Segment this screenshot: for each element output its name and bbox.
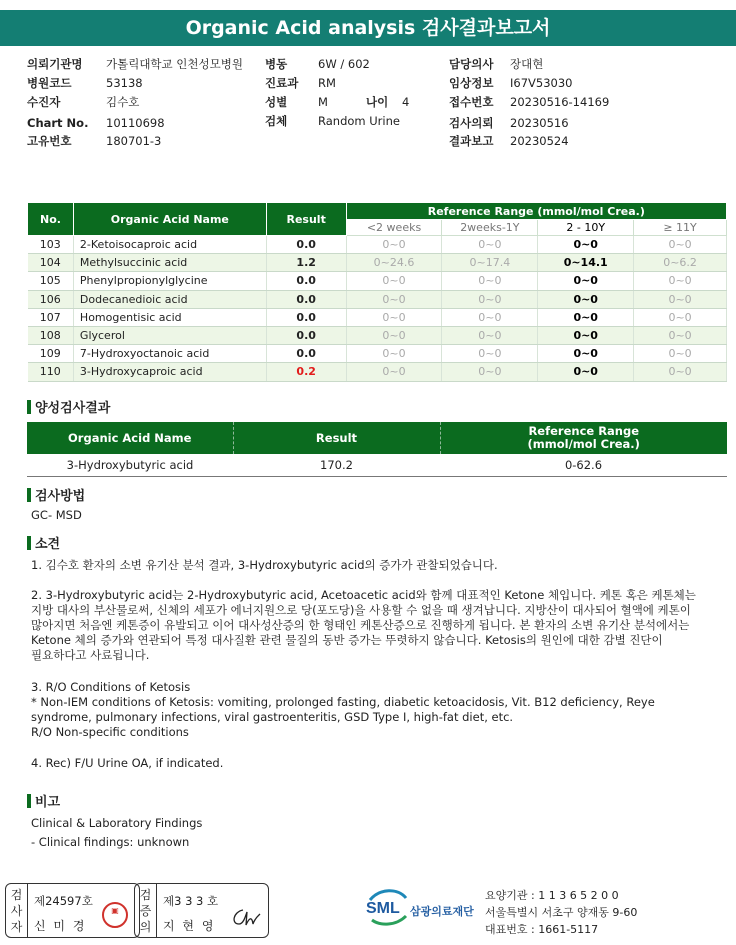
info-label: 접수번호	[449, 95, 494, 109]
cell-name: Dodecanedioic acid	[73, 290, 266, 308]
examiner-license-no: 제24597호	[34, 894, 93, 908]
cell-ref: 0~0	[346, 326, 442, 344]
cell-result: 0.0	[266, 290, 346, 308]
info-label: 검사의뢰	[449, 116, 494, 130]
cell-result: 0.0	[266, 326, 346, 344]
header-name: Organic Acid Name	[73, 203, 266, 236]
table-row	[28, 254, 727, 272]
info-label: 담당의사	[449, 57, 494, 71]
header-ref-col: 2 - 10Y	[538, 220, 634, 236]
cell-ref: 0~0	[346, 308, 442, 326]
info-value: 20230516-14169	[510, 95, 610, 109]
pos-header-ref-line1: Reference Range	[528, 424, 640, 438]
findings-line: * Non-IEM conditions of Ketosis: vomiting, prolonged fasting, diabetic ketoacidosis, Vit. B12 deficiency, Reye	[31, 695, 655, 709]
pos-cell-name: 3-Hydroxybutyric acid	[27, 454, 233, 476]
cell-no: 108	[28, 326, 74, 344]
cell-ref: 0~0	[346, 363, 442, 381]
cell-ref: 0~24.6	[346, 254, 442, 272]
info-value: 장대현	[510, 57, 544, 71]
verifier-label	[135, 884, 157, 937]
remarks-line: Clinical & Laboratory Findings	[31, 816, 203, 830]
info-value: 6W / 602	[318, 57, 370, 71]
info-value: 20230516	[510, 116, 569, 130]
vert-char: 증	[139, 904, 152, 918]
cell-result: 0.0	[266, 345, 346, 363]
cell-ref: 0~0	[634, 236, 727, 254]
cell-result: 0.0	[266, 272, 346, 290]
info-value: 4	[402, 95, 410, 109]
cell-no: 107	[28, 308, 74, 326]
findings-line: 4. Rec) F/U Urine OA, if indicated.	[31, 756, 224, 770]
seal-stamp-icon: ▣	[102, 902, 128, 928]
info-label: 성별	[265, 95, 288, 109]
info-value: 20230524	[510, 134, 569, 148]
cell-name: 3-Hydroxycaproic acid	[73, 363, 266, 381]
examiner-label	[6, 884, 28, 937]
info-label: 나이	[366, 95, 389, 109]
info-label: 병원코드	[27, 76, 72, 90]
findings-line: syndrome, pulmonary infections, viral gastroenteritis, GSD Type I, high-fat diet, etc.	[31, 710, 514, 724]
pos-header-ref-line2: (mmol/mol Crea.)	[527, 437, 640, 451]
cell-ref: 0~0	[634, 308, 727, 326]
cell-ref: 0~0	[442, 326, 538, 344]
cell-ref: 0~0	[346, 345, 442, 363]
info-value: Random Urine	[318, 114, 400, 128]
info-label: 임상정보	[449, 76, 494, 90]
header-ref-col: <2 weeks	[346, 220, 442, 236]
info-value: M	[318, 95, 328, 109]
table-row	[28, 326, 727, 344]
cell-name: 7-Hydroxyoctanoic acid	[73, 345, 266, 363]
cell-name: Methylsuccinic acid	[73, 254, 266, 272]
cell-ref: 0~0	[538, 290, 634, 308]
cell-ref: 0~0	[538, 236, 634, 254]
report-title: Organic Acid analysis 검사결과보고서	[0, 10, 736, 46]
vert-char: 검	[139, 888, 152, 902]
table-row	[27, 454, 727, 476]
info-label: 진료과	[265, 76, 299, 90]
info-label: 의뢰기관명	[27, 57, 83, 71]
cell-no: 109	[28, 345, 74, 363]
examiner-signature-box	[5, 883, 140, 938]
signature-icon	[229, 906, 261, 928]
info-value: RM	[318, 76, 336, 90]
section-remarks-title: 비고	[27, 791, 60, 810]
cell-ref: 0~0	[442, 308, 538, 326]
info-value: 180701-3	[106, 134, 162, 148]
cell-ref: 0~0	[442, 363, 538, 381]
lab-line: 요양기관 : 1 1 3 6 5 2 0 0	[485, 889, 619, 902]
cell-ref: 0~0	[346, 290, 442, 308]
lab-line: 서울특별시 서초구 양재동 9-60	[485, 906, 638, 919]
cell-no: 110	[28, 363, 74, 381]
cell-result: 0.0	[266, 308, 346, 326]
table-row	[28, 236, 727, 254]
cell-no: 103	[28, 236, 74, 254]
header-ref-col: 2weeks-1Y	[442, 220, 538, 236]
pos-cell-ref: 0-62.6	[440, 454, 727, 476]
findings-line: 1. 김수호 환자의 소변 유기산 분석 결과, 3-Hydroxybutyric acid의 증가가 관찰되었습니다.	[31, 558, 498, 572]
cell-ref: 0~0	[634, 326, 727, 344]
lab-info	[485, 887, 637, 938]
section-method-title: 검사방법	[27, 485, 85, 504]
cell-ref: 0~0	[442, 272, 538, 290]
findings-line: 2. 3-Hydroxybutyric acid는 2-Hydroxybutyric acid, Acetoacetic acid와 함께 대표적인 Ketone 체입니다. 케톤 혹은 케톤체는	[31, 588, 696, 602]
findings-line: 필요하다고 사료됩니다.	[31, 648, 150, 662]
method-text: GC- MSD	[31, 508, 82, 522]
pos-cell-result: 170.2	[233, 454, 440, 476]
table-row	[28, 345, 727, 363]
report-footer	[0, 877, 736, 945]
cell-name: Homogentisic acid	[73, 308, 266, 326]
info-label: 고유번호	[27, 134, 72, 148]
info-value: 53138	[106, 76, 143, 90]
info-value: 가톨릭대학교 인천성모병원	[106, 57, 243, 71]
positive-results-table	[27, 422, 727, 477]
findings-line: R/O Non-specific conditions	[31, 725, 189, 739]
vert-char: 자	[10, 920, 23, 934]
findings-line: 지방 대사의 부산물로써, 신체의 세포가 에너지원으로 당(포도당)을 사용할 수 없을 때 생겨납니다. 지방산이 대사되어 혈액에 케톤이	[31, 603, 691, 617]
section-positive-title: 양성검사결과	[27, 397, 110, 416]
table-row	[28, 290, 727, 308]
header-no: No.	[28, 203, 74, 236]
findings-line: Ketone 체의 증가와 연관되어 특정 대사질환 관련 물질의 동반 증가는 뚜렷하지 않습니다. Ketosis의 원인에 대한 감별 진단이	[31, 633, 663, 647]
cell-no: 105	[28, 272, 74, 290]
cell-ref: 0~0	[442, 236, 538, 254]
vert-char: 검	[10, 888, 23, 902]
cell-ref: 0~0	[442, 290, 538, 308]
cell-ref: 0~0	[538, 345, 634, 363]
pos-header-result: Result	[233, 422, 440, 454]
remarks-line: - Clinical findings: unknown	[31, 835, 190, 849]
cell-ref: 0~0	[538, 363, 634, 381]
cell-name: 2-Ketoisocaproic acid	[73, 236, 266, 254]
vert-char: 사	[10, 904, 23, 918]
pos-header-name: Organic Acid Name	[27, 422, 233, 454]
info-label: Chart No.	[27, 116, 89, 130]
results-table	[27, 202, 727, 382]
pos-header-ref	[440, 422, 727, 454]
header-ref-col: ≥ 11Y	[634, 220, 727, 236]
cell-ref: 0~0	[346, 236, 442, 254]
cell-ref: 0~0	[634, 345, 727, 363]
verifier-license-no: 제3 3 3 호	[163, 894, 219, 908]
info-label: 수진자	[27, 95, 61, 109]
table-row	[28, 363, 727, 381]
logo-text: SML	[366, 900, 400, 917]
cell-ref: 0~0	[346, 272, 442, 290]
lab-line: 대표번호 : 1661-5117	[485, 923, 599, 936]
cell-no: 104	[28, 254, 74, 272]
cell-name: Phenylpropionylglycine	[73, 272, 266, 290]
info-label: 검체	[265, 114, 288, 128]
cell-result: 0.0	[266, 236, 346, 254]
vert-char: 의	[139, 920, 152, 934]
cell-ref: 0~0	[538, 308, 634, 326]
table-row	[28, 308, 727, 326]
cell-name: Glycerol	[73, 326, 266, 344]
cell-ref: 0~0	[634, 272, 727, 290]
cell-result-abnormal: 0.2	[266, 363, 346, 381]
cell-ref: 0~0	[538, 326, 634, 344]
info-value: 김수호	[106, 95, 140, 109]
patient-info	[0, 0, 736, 150]
cell-ref: 0~6.2	[634, 254, 727, 272]
info-value: I67V53030	[510, 76, 573, 90]
section-findings-title: 소견	[27, 533, 60, 552]
verifier-signature-box	[134, 883, 269, 938]
examiner-name: 신 미 경	[34, 919, 87, 933]
cell-no: 106	[28, 290, 74, 308]
info-label: 결과보고	[449, 134, 494, 148]
verifier-name: 지 현 영	[163, 919, 216, 933]
logo-org-name: 삼광의료재단	[410, 905, 474, 918]
cell-ref: 0~0	[634, 363, 727, 381]
cell-ref: 0~0	[442, 345, 538, 363]
cell-ref: 0~0	[538, 272, 634, 290]
findings-line: 많아지면 처음엔 케톤증이 유발되고 이어 대사성산증의 한 형태인 케톤산증으로 진행하게 됩니다. 본 환자의 소변 유기산 분석에서는	[31, 618, 690, 632]
table-row	[28, 272, 727, 290]
cell-ref: 0~17.4	[442, 254, 538, 272]
info-value: 10110698	[106, 116, 165, 130]
findings-line: 3. R/O Conditions of Ketosis	[31, 680, 191, 694]
header-result: Result	[266, 203, 346, 236]
cell-ref: 0~14.1	[538, 254, 634, 272]
info-label: 병동	[265, 57, 288, 71]
cell-ref: 0~0	[634, 290, 727, 308]
header-reference-range: Reference Range (mmol/mol Crea.)	[346, 203, 726, 220]
cell-result: 1.2	[266, 254, 346, 272]
